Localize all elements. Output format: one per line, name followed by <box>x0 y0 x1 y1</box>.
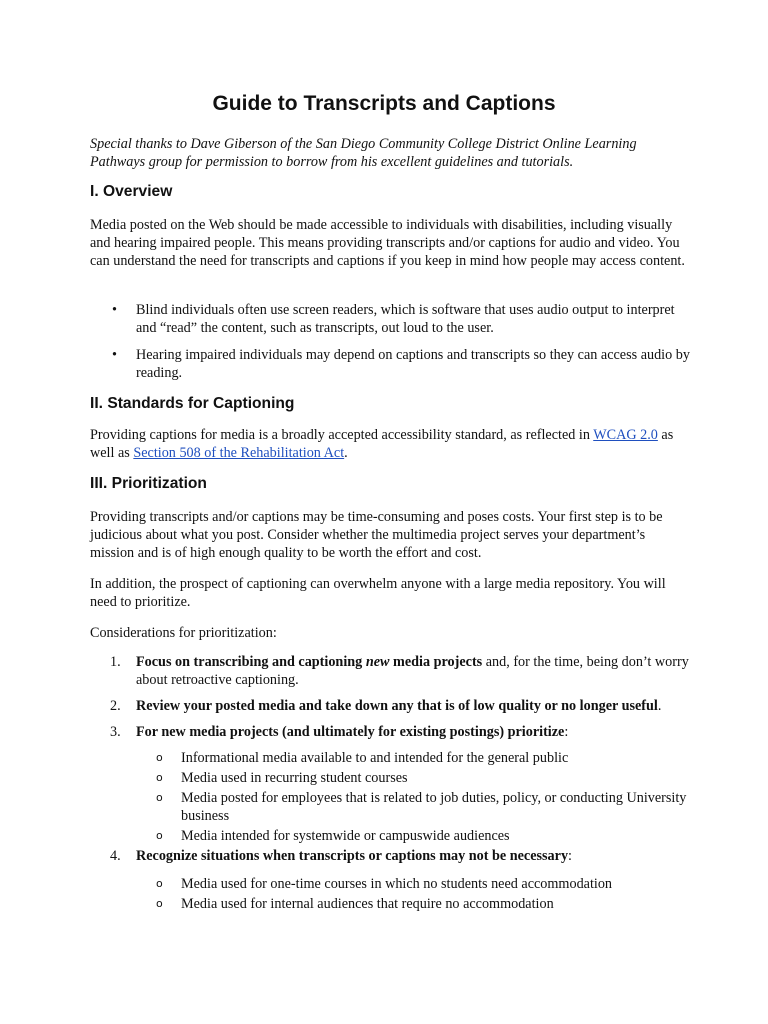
prioritization-heading: III. Prioritization <box>90 475 207 492</box>
sub-item-text: Media intended for systemwide or campuswide audiences <box>181 828 510 844</box>
sub-list <box>136 749 690 845</box>
bullet-text: Hearing impaired individuals may depend on captions and transcripts so they can access audio by reading. <box>136 347 690 381</box>
list-number: 4. <box>110 848 121 864</box>
circle-bullet-icon: o <box>156 771 163 784</box>
considerations-label: Considerations for prioritization: <box>90 625 277 641</box>
section-508-link[interactable]: Section 508 of the Rehabilitation Act <box>133 445 345 461</box>
overview-heading: I. Overview <box>90 183 173 200</box>
standards-paragraph <box>90 426 688 462</box>
page-title: Guide to Transcripts and Captions <box>212 92 556 115</box>
overview-paragraph: Media posted on the Web should be made accessible to individuals with disabilities, including visually and hearing impaired people. This means providing transcripts and/or captions for audio and video. You can understand the need for transcripts and captions if you keep in mind how people may access content. <box>90 217 685 269</box>
item-bold-text: For new media projects (and ultimately for existing postings) prioritize <box>136 724 565 740</box>
sub-list-item <box>90 749 690 767</box>
sub-item-text: Media posted for employees that is related to job duties, policy, or conducting University business <box>181 790 687 824</box>
list-number: 2. <box>110 698 121 714</box>
circle-bullet-icon: o <box>156 791 163 804</box>
sub-list-item <box>90 827 690 845</box>
sub-item-text: Informational media available to and intended for the general public <box>181 750 569 766</box>
item-bold-text: Review your posted media and take down any that is of low quality or no longer useful <box>136 698 658 714</box>
sub-item-text: Media used in recurring student courses <box>181 770 408 786</box>
standards-text-middle: as well as <box>90 427 674 461</box>
list-item <box>90 697 690 715</box>
sub-list-item <box>90 769 690 787</box>
item-bold-italic-text: new <box>365 654 390 670</box>
item-bold-text: Recognize situations when transcripts or captions may not be necessary <box>136 848 569 864</box>
item-bold-text: Focus on transcribing and captioning <box>136 654 366 670</box>
sub-list-item <box>90 875 690 893</box>
prioritization-paragraph-2: In addition, the prospect of captioning can overwhelm anyone with a large media repository. You will need to prioritize. <box>90 576 666 610</box>
sub-item-text: Media used for one-time courses in which no students need accommodation <box>181 876 613 892</box>
sub-list <box>136 875 690 913</box>
sub-list-item <box>90 789 690 825</box>
sub-list-item <box>90 895 690 913</box>
list-item <box>90 723 690 845</box>
overview-bullet-list <box>90 301 690 391</box>
list-item <box>90 847 690 913</box>
list-item <box>90 346 690 382</box>
bullet-icon: • <box>112 302 117 318</box>
bullet-text: Blind individuals often use screen readers, which is software that uses audio output to interpret and “read” the content, such as transcripts, out loud to the user. <box>136 302 675 336</box>
standards-text-before: Providing captions for media is a broadly accepted accessibility standard, as reflected in <box>90 427 594 443</box>
prioritization-paragraph-1: Providing transcripts and/or captions may be time-consuming and poses costs. Your first step is to be judicious about what you post. Consider whether the multimedia project serves your department’s mission and is of high enough quality to be worth the effort and cost. <box>90 509 663 561</box>
thanks-note: Special thanks to Dave Giberson of the San Diego Community College District Online Learning Pathways group for permission to borrow from his excellent guidelines and tutorials. <box>90 136 637 170</box>
circle-bullet-icon: o <box>156 829 163 842</box>
sub-item-text: Media used for internal audiences that require no accommodation <box>181 896 554 912</box>
circle-bullet-icon: o <box>156 877 163 890</box>
item-text: . <box>657 698 662 714</box>
wcag-link[interactable]: WCAG 2.0 <box>593 427 658 443</box>
prioritization-numbered-list <box>90 653 690 915</box>
bullet-icon: • <box>112 347 117 363</box>
item-text: : <box>564 724 569 740</box>
circle-bullet-icon: o <box>156 751 163 764</box>
list-item <box>90 653 690 689</box>
standards-heading: II. Standards for Captioning <box>90 395 295 412</box>
standards-text-after: . <box>344 445 348 461</box>
list-number: 1. <box>110 654 121 670</box>
list-number: 3. <box>110 724 121 740</box>
item-text: and, for the time, being don’t worry about retroactive captioning. <box>136 654 689 688</box>
item-text: : <box>568 848 572 864</box>
item-bold-text: media projects <box>389 654 483 670</box>
list-item <box>90 301 690 337</box>
circle-bullet-icon: o <box>156 897 163 910</box>
